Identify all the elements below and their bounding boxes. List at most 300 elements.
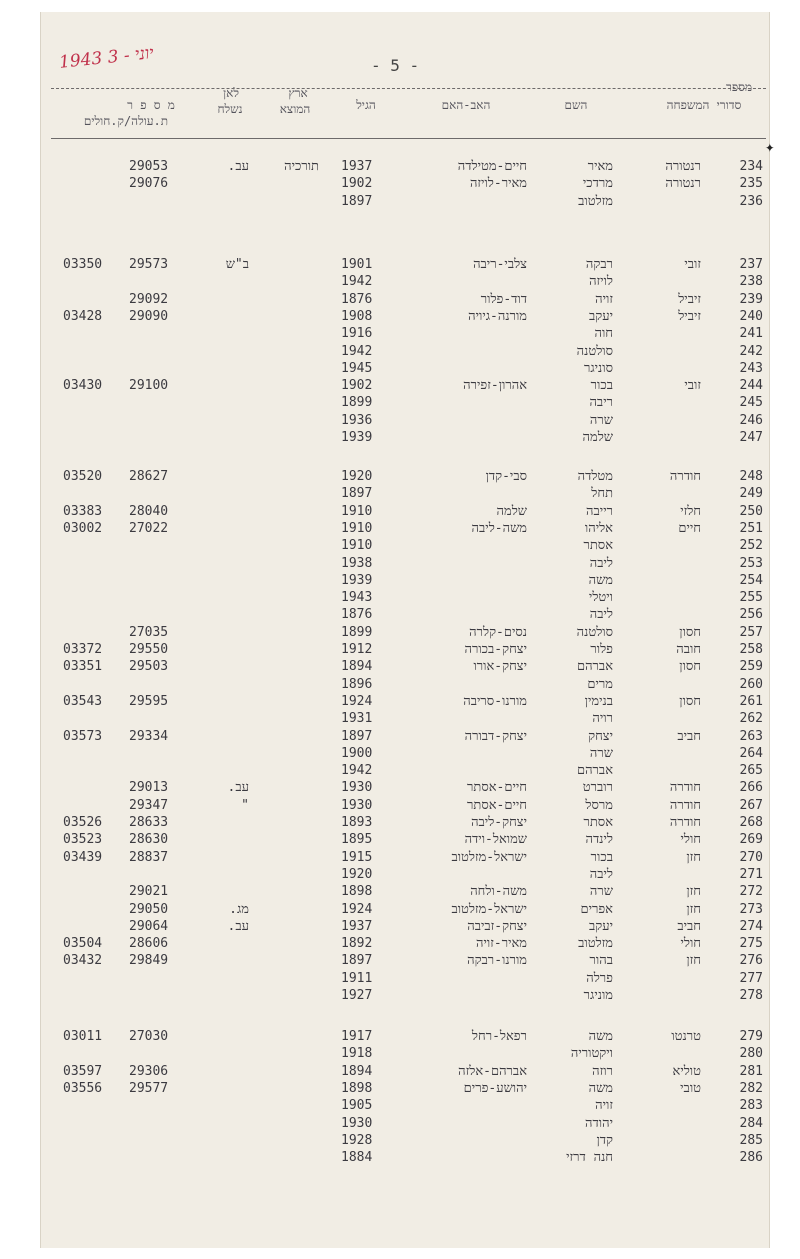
- first-name: מרים: [587, 676, 613, 692]
- table-row: [41, 343, 769, 360]
- family-name: חזן: [686, 953, 701, 969]
- first-name: אסתר: [583, 815, 613, 830]
- parents-names: דוד-פלור: [480, 291, 527, 307]
- immigrant-number: 28627: [129, 469, 169, 484]
- pencil-date-note: 1943 יוני - 3: [58, 43, 155, 73]
- immigrant-number: 28040: [129, 503, 169, 519]
- first-name: שרה: [589, 884, 613, 900]
- hospital-number: 03439: [63, 849, 103, 865]
- family-name: חודרה: [669, 815, 701, 830]
- immigrant-number: 29076: [129, 176, 169, 192]
- serial-number: 244: [739, 378, 763, 394]
- serial-number: 283: [739, 1098, 763, 1114]
- serial-number: 241: [739, 326, 763, 342]
- serial-number: 285: [739, 1132, 763, 1148]
- birth-year: 1917: [341, 1029, 373, 1044]
- serial-number: 277: [739, 970, 763, 986]
- hospital-number: 03432: [63, 953, 103, 969]
- table-row: [41, 728, 769, 745]
- table-row: [41, 175, 769, 192]
- first-name: קדן: [596, 1132, 613, 1148]
- table-row: [41, 256, 769, 273]
- birth-year: 1936: [341, 412, 373, 428]
- first-name: ריבה: [589, 395, 613, 411]
- serial-number: 252: [739, 538, 763, 554]
- first-name: אליהו: [584, 520, 613, 536]
- hospital-number: 03523: [63, 832, 103, 848]
- parents-names: משה-ליבה: [471, 520, 527, 536]
- hospital-number: 03597: [63, 1063, 103, 1079]
- table-row: [41, 883, 769, 900]
- parents-names: שלמה: [496, 503, 527, 519]
- table-row: [41, 658, 769, 675]
- header-country-top: ארץ: [288, 86, 308, 100]
- serial-number: 243: [739, 360, 763, 376]
- birth-year: 1899: [341, 395, 373, 411]
- birth-year: 1876: [341, 291, 373, 307]
- serial-number: 276: [739, 953, 763, 969]
- table-row: [41, 485, 769, 502]
- serial-number: 257: [739, 624, 763, 640]
- table-row: [41, 1097, 769, 1114]
- family-name: חודרה: [669, 780, 701, 796]
- first-name: מרדכי: [582, 176, 613, 192]
- immigrant-number: 29306: [129, 1063, 169, 1079]
- birth-year: 1895: [341, 832, 373, 848]
- immigrant-number: 29021: [129, 884, 169, 900]
- destination-note: עב.: [227, 159, 249, 174]
- first-name: אברהם: [576, 659, 613, 675]
- family-name: טוליא: [672, 1063, 701, 1079]
- serial-number: 235: [739, 176, 763, 192]
- table-row: [41, 693, 769, 710]
- first-name: שלמה: [582, 430, 613, 445]
- table-row: [41, 901, 769, 918]
- birth-year: 1892: [341, 936, 373, 952]
- immigrant-number: 27035: [129, 624, 169, 640]
- table-row: [41, 762, 769, 779]
- birth-year: 1898: [341, 884, 373, 900]
- serial-number: 236: [739, 193, 763, 209]
- table-row: [41, 158, 769, 175]
- serial-number: 239: [739, 291, 763, 307]
- serial-number: 261: [739, 693, 763, 709]
- birth-year: 1916: [341, 326, 373, 342]
- serial-number: 251: [739, 520, 763, 536]
- table-row: [41, 1028, 769, 1045]
- birth-year: 1915: [341, 849, 373, 865]
- family-name: חודרה: [669, 797, 701, 813]
- table-row: [41, 1149, 769, 1166]
- parents-names: מורנה-גיויה: [468, 308, 527, 324]
- serial-number: 266: [739, 780, 763, 796]
- birth-year: 1896: [341, 676, 373, 692]
- hospital-number: 03430: [63, 378, 103, 394]
- first-name: אסתר: [583, 538, 613, 554]
- first-name: בכור: [590, 849, 613, 865]
- table-row: [41, 412, 769, 429]
- table-row: [41, 1132, 769, 1149]
- parents-names: יצחק-דבורה: [464, 728, 527, 744]
- serial-number: 280: [739, 1046, 763, 1062]
- table-row: [41, 377, 769, 394]
- first-name: מטלדה: [577, 469, 613, 484]
- table-row: [41, 676, 769, 693]
- immigrant-number: 29064: [129, 918, 169, 934]
- first-name: מוניגר: [583, 988, 613, 1003]
- parents-names: צלבי-ריבה: [473, 257, 527, 272]
- header-age: הגיל: [356, 98, 376, 112]
- immigrant-number: 29503: [129, 659, 169, 675]
- header-bottom-rule: [51, 138, 766, 139]
- table-row: [41, 987, 769, 1004]
- first-name: יהודה: [585, 1115, 613, 1131]
- family-name: חסון: [679, 624, 701, 640]
- serial-number: 255: [739, 590, 763, 606]
- serial-number: 256: [739, 607, 763, 623]
- header-parents: האב-האם: [441, 98, 491, 112]
- birth-year: 1902: [341, 176, 373, 192]
- parents-names: יצחק-אורו: [473, 659, 527, 675]
- birth-year: 1900: [341, 745, 373, 761]
- serial-number: 269: [739, 832, 763, 848]
- table-row: [41, 745, 769, 762]
- table-row: [41, 308, 769, 325]
- family-name: חודרה: [669, 469, 701, 484]
- country-of-origin: תורכיה: [284, 159, 319, 174]
- table-row: [41, 952, 769, 969]
- serial-number: 281: [739, 1063, 763, 1079]
- parents-names: סבי-קדן: [485, 469, 527, 484]
- parents-names: יצחק-זביבה: [467, 918, 527, 934]
- parents-names: מאיר-לויזה: [469, 176, 527, 192]
- birth-year: 1910: [341, 503, 373, 519]
- serial-number: 265: [739, 763, 763, 779]
- first-name: ליבה: [589, 607, 613, 623]
- serial-number: 259: [739, 659, 763, 675]
- immigrant-number: 29577: [129, 1080, 169, 1096]
- table-row: [41, 866, 769, 883]
- family-name: זובי: [684, 257, 701, 272]
- hospital-number: 03351: [63, 659, 103, 675]
- birth-year: 1912: [341, 642, 373, 657]
- family-name: חביב: [677, 918, 701, 934]
- immigrant-number: 29013: [129, 780, 169, 796]
- birth-year: 1942: [341, 763, 373, 779]
- serial-number: 249: [739, 486, 763, 502]
- first-name: מאיר: [587, 159, 613, 174]
- immigrant-number: 27030: [129, 1029, 169, 1044]
- immigrant-number: 28630: [129, 832, 169, 848]
- family-name: חלזי: [680, 503, 701, 519]
- serial-number: 264: [739, 745, 763, 761]
- serial-number: 237: [739, 257, 763, 272]
- serial-number: 267: [739, 797, 763, 813]
- table-row: [41, 849, 769, 866]
- hospital-number: 03520: [63, 469, 103, 484]
- birth-year: 1927: [341, 988, 373, 1003]
- first-name: זויה: [595, 291, 613, 307]
- serial-number: 254: [739, 572, 763, 588]
- hospital-number: 03526: [63, 815, 103, 830]
- first-name: רייבה: [586, 503, 613, 519]
- serial-number: 270: [739, 849, 763, 865]
- serial-number: 248: [739, 469, 763, 484]
- parents-names: משה-ולחה: [470, 884, 527, 900]
- immigrant-number: 29595: [129, 693, 169, 709]
- first-name: בהור: [589, 953, 613, 969]
- immigrant-number: 27022: [129, 520, 169, 536]
- birth-year: 1894: [341, 659, 373, 675]
- hospital-number: 03002: [63, 520, 103, 536]
- parents-names: ישראל-מזלטוב: [451, 849, 527, 865]
- destination-note: עב.: [227, 918, 249, 934]
- parents-names: יצחק-בכורה: [464, 642, 527, 657]
- header-serial-family: סדורי המשפחה: [666, 98, 742, 112]
- table-row: [41, 503, 769, 520]
- first-name: אפרים: [580, 901, 613, 917]
- table-row: [41, 935, 769, 952]
- immigrant-number: 28606: [129, 936, 169, 952]
- table-row: [41, 1080, 769, 1097]
- immigrant-number: 28837: [129, 849, 169, 865]
- table-row: [41, 572, 769, 589]
- birth-year: 1899: [341, 624, 373, 640]
- serial-number: 260: [739, 676, 763, 692]
- header-country: המוצא: [279, 102, 311, 116]
- immigrant-number: 29053: [129, 159, 169, 174]
- table-row: [41, 537, 769, 554]
- immigrant-number: 29849: [129, 953, 169, 969]
- serial-number: 250: [739, 503, 763, 519]
- birth-year: 1930: [341, 797, 373, 813]
- serial-number: 278: [739, 988, 763, 1003]
- serial-number: 271: [739, 866, 763, 882]
- birth-year: 1930: [341, 780, 373, 796]
- parents-names: מורנו-רבקה: [467, 953, 527, 969]
- family-name: חזן: [686, 849, 701, 865]
- birth-year: 1902: [341, 378, 373, 394]
- immigrant-number: 29573: [129, 257, 169, 272]
- header-number-top: מ ס פ ר: [127, 98, 175, 112]
- birth-year: 1918: [341, 1046, 373, 1062]
- hospital-number: 03428: [63, 308, 103, 324]
- table-row: [41, 360, 769, 377]
- birth-year: 1924: [341, 693, 373, 709]
- table-row: [41, 555, 769, 572]
- table-row: [41, 468, 769, 485]
- birth-year: 1939: [341, 572, 373, 588]
- first-name: ליבה: [589, 866, 613, 882]
- first-name: רויה: [592, 711, 613, 727]
- document-page: [40, 12, 775, 1248]
- birth-year: 1942: [341, 274, 373, 290]
- first-name: רוברט: [582, 780, 613, 796]
- first-name: יעקב: [589, 308, 613, 324]
- destination-note: ב"ש: [225, 257, 249, 272]
- parents-names: מאיר-זויה: [476, 936, 527, 952]
- table-row: [41, 831, 769, 848]
- birth-year: 1930: [341, 1115, 373, 1131]
- birth-year: 1924: [341, 901, 373, 917]
- first-name: פרלה: [586, 970, 613, 986]
- table-row: [41, 814, 769, 831]
- serial-number: 245: [739, 395, 763, 411]
- birth-year: 1920: [341, 866, 373, 882]
- first-name: מזלטוב: [578, 193, 613, 209]
- table-row: [41, 291, 769, 308]
- parents-names: רפאל-רחל: [471, 1029, 527, 1044]
- table-row: [41, 325, 769, 342]
- immigrant-number: 29334: [129, 728, 169, 744]
- birth-year: 1937: [341, 918, 373, 934]
- first-name: ויקטוריה: [570, 1046, 613, 1062]
- table-row: [41, 970, 769, 987]
- birth-year: 1938: [341, 555, 373, 571]
- birth-year: 1898: [341, 1080, 373, 1096]
- destination-note: ": [241, 797, 249, 813]
- parents-names: יצחק-ליבה: [471, 815, 527, 830]
- first-name: חוה: [594, 326, 613, 342]
- serial-number: 268: [739, 815, 763, 830]
- parents-names: חיים-מטילדה: [457, 159, 527, 174]
- hospital-number: 03372: [63, 642, 103, 657]
- birth-year: 1937: [341, 159, 373, 174]
- family-name: חיים: [678, 520, 701, 536]
- table-row: [41, 797, 769, 814]
- family-name: חובה: [676, 642, 701, 657]
- header-dest: נשלח: [217, 102, 243, 116]
- first-name: ויטלי: [588, 590, 613, 606]
- table-row: [41, 394, 769, 411]
- first-name: רבקה: [585, 257, 613, 272]
- serial-number: 275: [739, 936, 763, 952]
- serial-number: 279: [739, 1029, 763, 1044]
- immigrant-number: 28633: [129, 815, 169, 830]
- serial-number: 258: [739, 642, 763, 657]
- birth-year: 1897: [341, 728, 373, 744]
- first-name: משה: [588, 572, 613, 588]
- family-name: זיביל: [678, 291, 701, 307]
- serial-number: 272: [739, 884, 763, 900]
- birth-year: 1893: [341, 815, 373, 830]
- family-name: רנטורה: [665, 176, 701, 192]
- family-name: חולי: [680, 936, 701, 952]
- first-name: שרה: [589, 745, 613, 761]
- birth-year: 1901: [341, 257, 373, 272]
- hospital-number: 03543: [63, 693, 103, 709]
- hospital-number: 03350: [63, 257, 103, 272]
- immigrant-number: 29550: [129, 642, 169, 657]
- serial-number: 274: [739, 918, 763, 934]
- first-name: רוזה: [592, 1063, 613, 1079]
- birth-year: 1908: [341, 308, 373, 324]
- parents-names: נסים-קלרה: [469, 624, 527, 640]
- serial-number: 234: [739, 159, 763, 174]
- hospital-number: 03383: [63, 503, 103, 519]
- birth-year: 1897: [341, 193, 373, 209]
- header-serial-top: מספר: [725, 80, 753, 94]
- parents-names: אהרון-זפירה: [463, 378, 527, 394]
- table-row: [41, 918, 769, 935]
- first-name: זויה: [595, 1098, 613, 1114]
- page-number: - 5 -: [371, 56, 420, 75]
- parents-names: יהושע-פרים: [463, 1080, 527, 1096]
- first-name: מזלטוב: [578, 936, 613, 952]
- serial-number: 273: [739, 901, 763, 917]
- first-name: תחל: [591, 486, 613, 502]
- first-name: לויזה: [589, 274, 613, 290]
- serial-number: 246: [739, 412, 763, 428]
- serial-number: 284: [739, 1115, 763, 1131]
- table-row: [41, 1115, 769, 1132]
- serial-number: 242: [739, 343, 763, 359]
- hospital-number: 03573: [63, 728, 103, 744]
- first-name: שרה: [589, 412, 613, 428]
- immigrant-number: 29050: [129, 901, 169, 917]
- birth-year: 1884: [341, 1150, 373, 1166]
- birth-year: 1876: [341, 607, 373, 623]
- immigrant-number: 29100: [129, 378, 169, 394]
- destination-note: עב.: [227, 780, 249, 796]
- immigrant-number: 29347: [129, 797, 169, 813]
- first-name: משה: [588, 1080, 613, 1096]
- birth-year: 1939: [341, 430, 373, 445]
- birth-year: 1945: [341, 360, 373, 376]
- first-name: סולטנה: [576, 624, 613, 640]
- header-first-name: השם: [564, 98, 588, 112]
- table-row: [41, 779, 769, 796]
- table-row: [41, 1045, 769, 1062]
- table-row: [41, 710, 769, 727]
- hospital-number: 03556: [63, 1080, 103, 1096]
- margin-mark: ✦: [765, 137, 775, 156]
- first-name: יעקב: [589, 918, 613, 934]
- header-number: ת.עולה/ק.חולים: [83, 114, 169, 128]
- serial-number: 253: [739, 555, 763, 571]
- table-row: [41, 1063, 769, 1080]
- serial-number: 262: [739, 711, 763, 727]
- parents-names: שמואל-וידה: [464, 832, 527, 848]
- hospital-number: 03011: [63, 1029, 103, 1044]
- table-row: [41, 641, 769, 658]
- table-row: [41, 193, 769, 210]
- family-name: זיביל: [678, 308, 701, 324]
- serial-number: 247: [739, 430, 763, 445]
- first-name: לינדה: [585, 832, 613, 848]
- destination-note: מג.: [229, 901, 249, 917]
- immigrant-number: 29092: [129, 291, 169, 307]
- family-name: טובי: [680, 1080, 701, 1096]
- birth-year: 1905: [341, 1098, 373, 1114]
- birth-year: 1894: [341, 1063, 373, 1079]
- serial-number: 238: [739, 274, 763, 290]
- table-row: [41, 520, 769, 537]
- first-name: מרסל: [585, 797, 613, 813]
- birth-year: 1911: [341, 970, 373, 986]
- table-row: [41, 624, 769, 641]
- table-row: [41, 589, 769, 606]
- serial-number: 286: [739, 1150, 763, 1166]
- birth-year: 1943: [341, 590, 373, 606]
- family-name: זובי: [684, 378, 701, 394]
- birth-year: 1931: [341, 711, 373, 727]
- birth-year: 1942: [341, 343, 373, 359]
- first-name: חנה דרזי: [566, 1150, 613, 1166]
- family-name: חזן: [686, 884, 701, 900]
- family-name: רנטורה: [665, 159, 701, 174]
- birth-year: 1920: [341, 469, 373, 484]
